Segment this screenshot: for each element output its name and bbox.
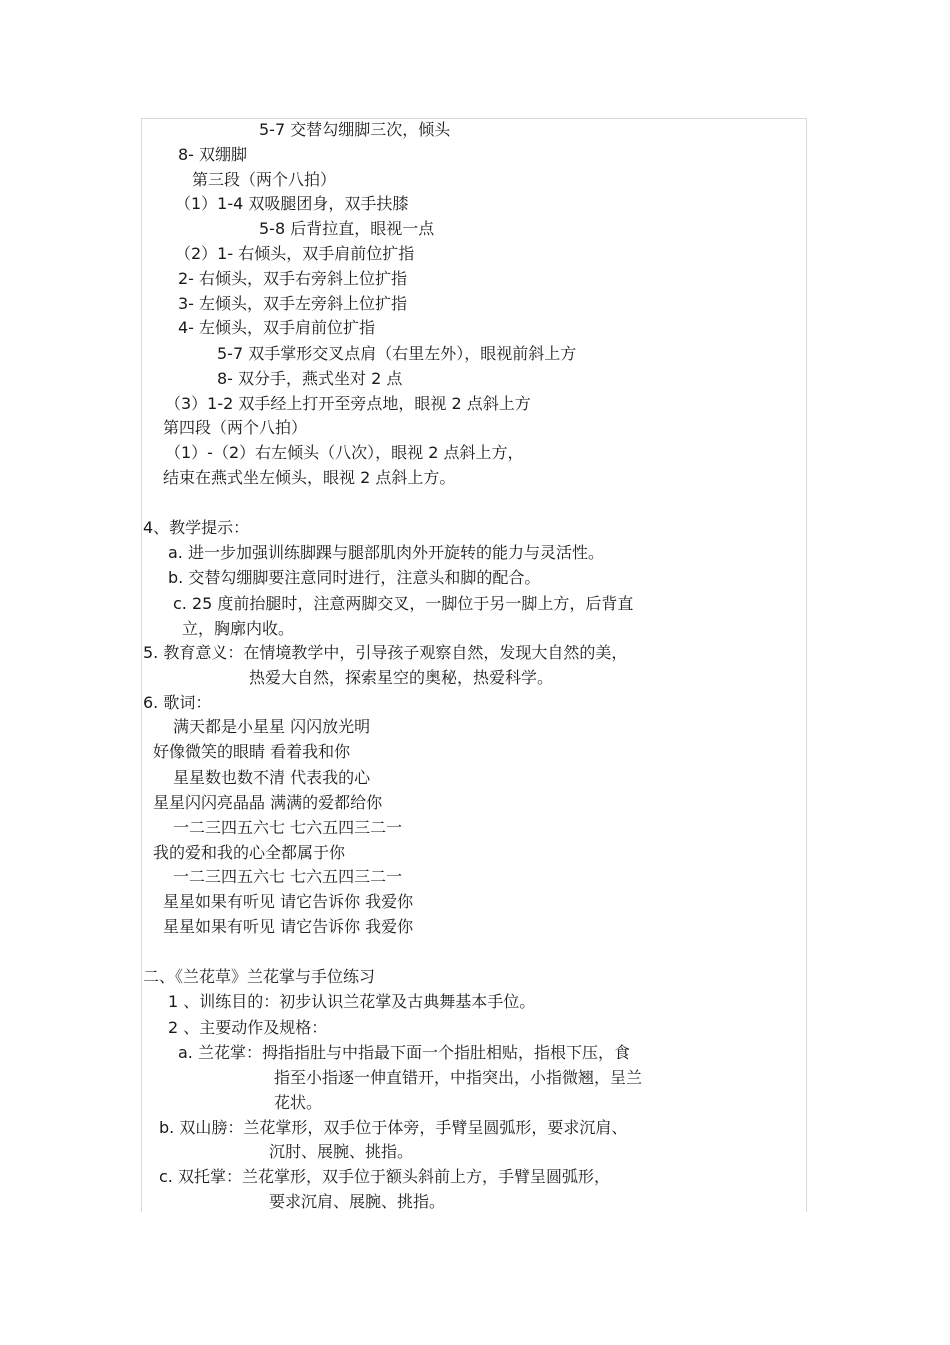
text-line: 结束在燕式坐左倾头，眼视 2 点斜上方。 bbox=[163, 468, 456, 487]
text-line: 5-7 交替勾绷脚三次，倾头 bbox=[259, 120, 451, 139]
lyric-line: 我的爱和我的心全都属于你 bbox=[153, 843, 346, 862]
lyric-line: 一二三四五六七 七六五四三二一 bbox=[173, 818, 403, 837]
list-item-continuation: 花状。 bbox=[274, 1093, 323, 1112]
section-heading: 第三段（两个八拍） bbox=[192, 170, 337, 189]
text-line: 1 、训练目的：初步认识兰花掌及古典舞基本手位。 bbox=[168, 992, 536, 1011]
text-line: （1）-（2）右左倾头（八次），眼视 2 点斜上方， bbox=[165, 443, 524, 462]
lyric-line: 星星如果有听见 请它告诉你 我爱你 bbox=[163, 917, 414, 936]
text-line: 8- 双绷脚 bbox=[178, 145, 248, 164]
list-item: b. 双山膀：兰花掌形，双手位于体旁，手臂呈圆弧形，要求沉肩、 bbox=[159, 1118, 628, 1137]
text-line: 5-8 后背拉直，眼视一点 bbox=[259, 219, 435, 238]
lyric-line: 满天都是小星星 闪闪放光明 bbox=[173, 717, 371, 736]
text-line: （1）1-4 双吸腿团身，双手扶膝 bbox=[175, 194, 409, 213]
list-item-continuation: 立，胸廓内收。 bbox=[182, 619, 295, 638]
section-heading: 第四段（两个八拍） bbox=[163, 418, 308, 437]
list-item: a. 进一步加强训练脚踝与腿部肌肉外开旋转的能力与灵活性。 bbox=[168, 543, 604, 562]
lyric-line: 星星如果有听见 请它告诉你 我爱你 bbox=[163, 892, 414, 911]
list-item: c. 25 度前抬腿时，注意两脚交叉，一脚位于另一脚上方，后背直 bbox=[173, 594, 634, 613]
text-line: 2 、主要动作及规格： bbox=[168, 1018, 328, 1037]
list-item: b. 交替勾绷脚要注意同时进行，注意头和脚的配合。 bbox=[168, 568, 541, 587]
section-heading: 6. 歌词： bbox=[143, 693, 212, 712]
text-line: （2）1- 右倾头，双手肩前位扩指 bbox=[175, 244, 415, 263]
text-line: 热爱大自然，探索星空的奥秘，热爱科学。 bbox=[249, 668, 554, 687]
text-line: 3- 左倾头，双手左旁斜上位扩指 bbox=[178, 294, 408, 313]
list-item: c. 双托掌：兰花掌形，双手位于额头斜前上方，手臂呈圆弧形， bbox=[159, 1167, 610, 1186]
section-heading: 5. 教育意义：在情境教学中，引导孩子观察自然，发现大自然的美， bbox=[143, 643, 628, 662]
list-item-continuation: 要求沉肩、展腕、挑指。 bbox=[269, 1192, 446, 1211]
lyric-line: 星星闪闪亮晶晶 满满的爱都给你 bbox=[153, 793, 383, 812]
text-line: 2- 右倾头，双手右旁斜上位扩指 bbox=[178, 269, 408, 288]
list-item-continuation: 沉肘、展腕、挑指。 bbox=[269, 1142, 414, 1161]
section-heading: 4、教学提示： bbox=[143, 518, 250, 537]
text-line: （3）1-2 双手经上打开至旁点地，眼视 2 点斜上方 bbox=[165, 394, 531, 413]
section-heading: 二、《兰花草》兰花掌与手位练习 bbox=[143, 967, 376, 986]
text-line: 8- 双分手，燕式坐对 2 点 bbox=[217, 369, 403, 388]
lyric-line: 好像微笑的眼睛 看着我和你 bbox=[153, 742, 351, 761]
list-item: a. 兰花掌：拇指指肚与中指最下面一个指肚相贴，指根下压，食 bbox=[178, 1043, 630, 1062]
text-line: 5-7 双手掌形交叉点肩（右里左外），眼视前斜上方 bbox=[217, 344, 577, 363]
lyric-line: 星星数也数不清 代表我的心 bbox=[173, 768, 371, 787]
lyric-line: 一二三四五六七 七六五四三二一 bbox=[173, 867, 403, 886]
text-line: 4- 左倾头，双手肩前位扩指 bbox=[178, 318, 376, 337]
list-item-continuation: 指至小指逐一伸直错开，中指突出，小指微翘，呈兰 bbox=[274, 1068, 643, 1087]
